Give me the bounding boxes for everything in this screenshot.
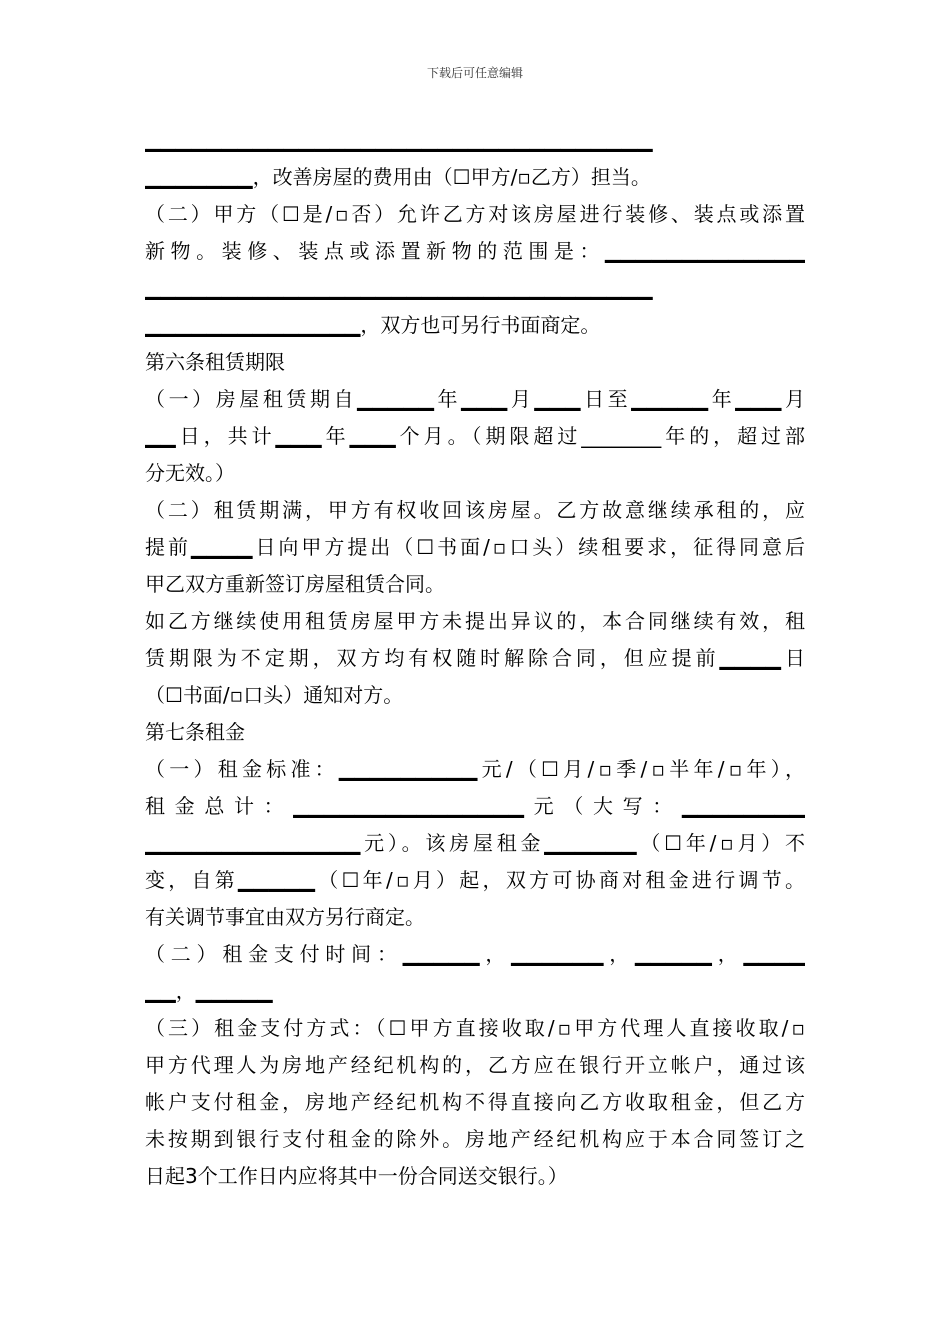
text-line-28: 未按期到银行支付租金的除外。房地产经纪机构应于本合同签订之 bbox=[145, 1127, 805, 1151]
text-line-5: ▁▁▁▁▁▁▁▁▁▁▁▁▁▁▁▁▁▁▁▁▁▁▁▁▁▁▁▁▁▁▁▁▁ bbox=[145, 276, 653, 300]
page-header: 下载后可任意编辑 bbox=[426, 66, 523, 80]
text-line-14: 如乙方继续使用租赁房屋甲方未提出异议的，本合同继续有效，租 bbox=[145, 609, 805, 633]
text-line-24: ▁▁，▁▁▁▁▁ bbox=[145, 979, 273, 1003]
section-heading-article-6: 第六条租赁期限 bbox=[145, 350, 285, 374]
text-line-13: 甲乙双方重新签订房屋租赁合同。 bbox=[145, 572, 445, 596]
text-line-27: 帐户支付租金，房地产经纪机构不得直接向乙方收取租金，但乙方 bbox=[145, 1090, 805, 1114]
text-line-21: 变，自第▁▁▁▁▁（☐年/▫月）起，双方可协商对租金进行调节。 bbox=[145, 868, 805, 892]
text-line-9: ▁▁日，共计▁▁▁年▁▁▁个月。（期限超过________年的，超过部 bbox=[145, 424, 805, 448]
text-line-15: 赁期限为不定期，双方均有权随时解除合同，但应提前▁▁▁▁日 bbox=[145, 646, 805, 670]
text-line-6: ▁▁▁▁▁▁▁▁▁▁▁▁▁▁，双方也可另行书面商定。 bbox=[145, 313, 601, 337]
text-line-26: 甲方代理人为房地产经纪机构的，乙方应在银行开立帐户，通过该 bbox=[145, 1053, 805, 1077]
text-line-23: （二）租金支付时间：▁▁▁▁▁，▁▁▁▁▁▁，▁▁▁▁▁，▁▁▁▁ bbox=[145, 942, 805, 966]
text-line-3: （二）甲方（☐是/▫否）允许乙方对该房屋进行装修、装点或添置 bbox=[145, 202, 805, 226]
text-line-2: ▁▁▁▁▁▁▁，改善房屋的费用由（☐甲方/▫乙方）担当。 bbox=[145, 165, 651, 189]
text-line-1: ▁▁▁▁▁▁▁▁▁▁▁▁▁▁▁▁▁▁▁▁▁▁▁▁▁▁▁▁▁▁▁▁▁ bbox=[145, 128, 653, 152]
text-line-29: 日起3个工作日内应将其中一份合同送交银行。） bbox=[145, 1164, 568, 1188]
text-line-12: 提前▁▁▁▁日向甲方提出（☐书面/▫口头）续租要求，征得同意后 bbox=[145, 535, 805, 559]
section-heading-article-7: 第七条租金 bbox=[145, 720, 245, 744]
text-line-20: ▁▁▁▁▁▁▁▁▁▁▁▁▁▁元）。该房屋租金▁▁▁▁▁▁（☐年/▫月）不 bbox=[145, 831, 805, 855]
text-line-19: 租金总计：▁▁▁▁▁▁▁▁▁▁▁▁▁▁▁元（大写：▁▁▁▁▁▁▁▁ bbox=[145, 794, 805, 818]
text-line-4: 新物。装修、装点或添置新物的范围是：▁▁▁▁▁▁▁▁▁▁▁▁▁ bbox=[145, 239, 805, 263]
text-line-22: 有关调节事宜由双方另行商定。 bbox=[145, 905, 425, 929]
text-line-18: （一）租金标准：▁▁▁▁▁▁▁▁▁元/（☐月/▫季/▫半年/▫年）， bbox=[145, 757, 805, 781]
text-line-11: （二）租赁期满，甲方有权收回该房屋。乙方故意继续承租的，应 bbox=[145, 498, 805, 522]
text-line-16: （☐书面/▫口头）通知对方。 bbox=[145, 683, 404, 707]
text-line-8: （一）房屋租赁期自▁▁▁▁▁年▁▁▁月▁▁▁日至▁▁▁▁▁年▁▁▁月 bbox=[145, 387, 805, 411]
text-line-10: 分无效。） bbox=[145, 461, 235, 485]
contract-body bbox=[145, 122, 805, 1195]
text-line-25: （三）租金支付方式：（☐甲方直接收取/▫甲方代理人直接收取/▫ bbox=[145, 1016, 805, 1040]
